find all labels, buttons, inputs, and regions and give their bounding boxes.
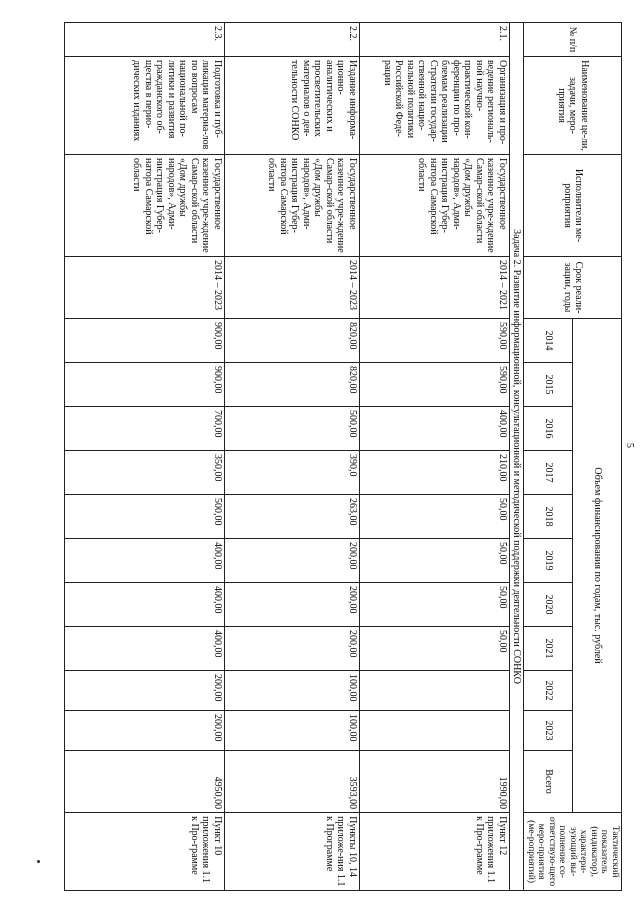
header-total: Всего: [524, 751, 573, 813]
header-year: 2021: [524, 627, 573, 671]
row-indicator: Пункты 10, 14 приложе-ния 1.1 к Программе: [225, 813, 360, 891]
row-name: Издание информа-ционно-аналитических и просветительских материалов о дея-тельности СОНКО: [225, 57, 360, 155]
header-year: 2020: [524, 583, 573, 627]
header-year: 2022: [524, 671, 573, 711]
row-value: 200,00: [65, 671, 225, 711]
header-period: Срок реали-зации, годы: [524, 257, 622, 319]
row-value: 50,00: [360, 495, 510, 539]
table-row: [225, 23, 360, 891]
row-value: 400,00: [360, 407, 510, 451]
header-name: Наименование це-ли, задачи, меро-приятия: [524, 57, 622, 155]
row-value: 700,00: [65, 407, 225, 451]
row-period: 2014 – 2023: [65, 257, 225, 319]
row-value: 390,0: [225, 451, 360, 495]
row-value: 100,00: [225, 671, 360, 711]
row-value: 200,00: [225, 627, 360, 671]
header-year: 2017: [524, 451, 573, 495]
row-value: 820,00: [225, 319, 360, 363]
row-name: Подготовка и пуб-ликация материа-лов по вопросам национальной по-литики и развития гражданского об-щества в перио-дических изданиях: [65, 57, 225, 155]
row-executor: Государственное казенное учре-ждение Самар-ской области «Дом дружбы народов», Адми-нистрация Губер-натора Самарской области: [360, 155, 510, 257]
row-indicator: Пункт 10 приложения 1.1 к Про-грамме: [65, 813, 225, 891]
row-indicator: Пункт 12 приложения 1.1 к Про-грамме: [360, 813, 510, 891]
row-num: 2.1.: [360, 23, 510, 57]
row-value: 50,00: [360, 627, 510, 671]
row-value: 900,00: [65, 363, 225, 407]
header-executors: Исполнители ме-роприятия: [524, 155, 622, 257]
table-row: [360, 23, 510, 891]
header-year: 2016: [524, 407, 573, 451]
header-year: 2018: [524, 495, 573, 539]
task-row: [510, 23, 525, 891]
row-value: [360, 671, 510, 711]
header-year: 2023: [524, 711, 573, 751]
row-value: 200,00: [65, 711, 225, 751]
header-funding: Объем финансирования по годам, тыс. рублей: [573, 319, 622, 813]
task-title: Задача 2. Развитие информационной, консультационной и методической поддержки деятельности СОНКО: [510, 23, 525, 891]
row-value: 350,00: [65, 451, 225, 495]
row-value: 200,00: [225, 539, 360, 583]
header-num: № п/п: [524, 23, 622, 57]
page-number: 5: [624, 443, 635, 448]
row-value: 590,00: [360, 363, 510, 407]
row-value: 900,00: [65, 319, 225, 363]
row-value: 210,00: [360, 451, 510, 495]
row-value: 500,00: [65, 495, 225, 539]
header-year: 2015: [524, 363, 573, 407]
scan-speck: [37, 860, 40, 863]
header-row: [573, 23, 622, 891]
row-period: 2014 – 2021: [360, 257, 510, 319]
row-value: 590,00: [360, 319, 510, 363]
table-row: [65, 23, 225, 891]
row-value: 50,00: [360, 583, 510, 627]
row-value: 400,00: [65, 539, 225, 583]
row-value: 50,00: [360, 539, 510, 583]
row-executor: Государственное казенное учре-ждение Самар-ской области «Дом дружбы народов», Адми-нистрация Губер-натора Самарской области: [65, 155, 225, 257]
row-value: 200,00: [225, 583, 360, 627]
header-indicator: Тактический показатель (индикатор), характери-зующий вы-полнение со-ответствую-щего меро-приятия (ме-роприятий): [524, 813, 622, 891]
row-value: 400,00: [65, 627, 225, 671]
row-period: 2014 – 2023: [225, 257, 360, 319]
row-num: 2.3.: [65, 23, 225, 57]
row-total: 4950,00: [65, 751, 225, 813]
row-total: 1990,00: [360, 751, 510, 813]
row-total: 3593,00: [225, 751, 360, 813]
row-value: 820,00: [225, 363, 360, 407]
funding-table: [64, 22, 622, 891]
row-value: 263,00: [225, 495, 360, 539]
row-value: [360, 711, 510, 751]
row-value: 400,00: [65, 583, 225, 627]
row-name: Организация и про-ведение региональ-ной научно-практической кон-ференции по про-блемам реализации Стратегии государ-ственной нацио-нальной политики Российской Феде-рации: [360, 57, 510, 155]
header-year: 2014: [524, 319, 573, 363]
row-value: 500,00: [225, 407, 360, 451]
header-year: 2019: [524, 539, 573, 583]
row-value: 100,00: [225, 711, 360, 751]
row-executor: Государственное казенное учре-ждение Самар-ской области «Дом дружбы народов», Адми-нистрация Губер-натора Самарской области: [225, 155, 360, 257]
row-num: 2.2.: [225, 23, 360, 57]
